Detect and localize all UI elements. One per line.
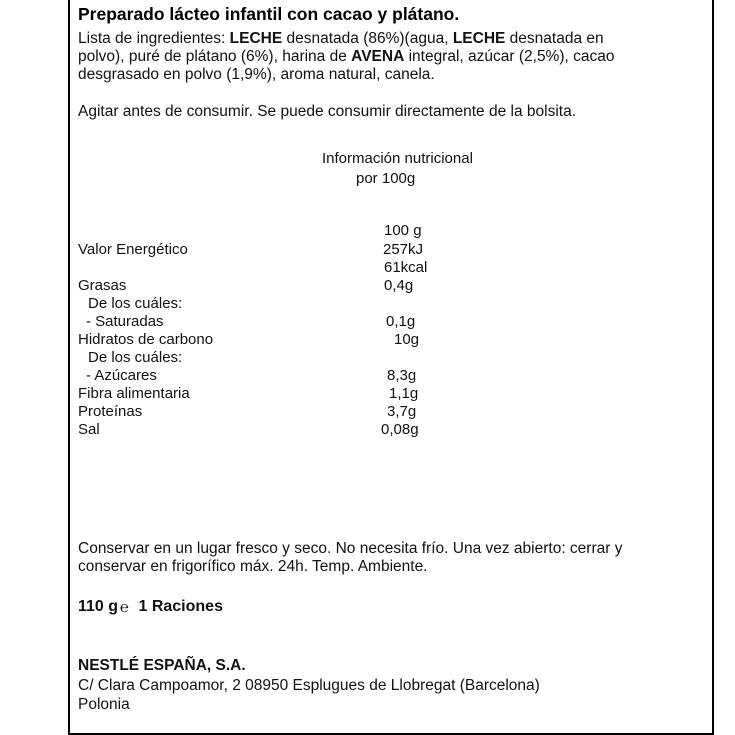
product-title: Preparado lácteo infantil con cacao y plátano. [78, 4, 460, 24]
nutrient-value: 10g [394, 331, 420, 348]
nutrient-label: Grasas [78, 277, 127, 294]
net-weight: 110 g [78, 598, 119, 615]
nutrition-column-header: 100 g [384, 222, 422, 239]
ingredient-text: desnatada (86%)(agua, [282, 30, 453, 47]
storage-instructions: Conservar en un lugar fresco y seco. No necesita frío. Una vez abierto: cerrar y conservar en frigorífico máx. 24h. Temp. Ambiente. [78, 540, 623, 575]
estimated-sign-icon: ℮ [120, 599, 130, 616]
nutrient-label: Valor Energético [78, 241, 188, 258]
country-of-origin: Polonia [78, 696, 130, 713]
nutrient-value: 61kcal [384, 259, 428, 276]
nutrition-subheading: por 100g [356, 170, 416, 187]
nutrient-label: Hidratos de carbono [78, 331, 214, 348]
allergen-highlight: AVENA [351, 48, 405, 65]
ingredient-text: Lista de ingredientes: [78, 30, 230, 47]
nutrient-label: Proteínas [78, 403, 143, 420]
nutrient-value: 0,08g [381, 421, 419, 438]
nutrient-label: De los cuáles: [88, 349, 183, 366]
nutrient-value: 0,4g [384, 277, 414, 294]
nutrient-label: Fibra alimentaria [78, 385, 190, 402]
nutrient-value: 1,1g [389, 385, 419, 402]
nutrient-value: 3,7g [387, 403, 417, 420]
nutrient-value: 8,3g [387, 367, 417, 384]
allergen-highlight: LECHE [452, 30, 506, 47]
company-address: C/ Clara Campoamor, 2 08950 Esplugues de Llobregat (Barcelona) [78, 677, 540, 694]
nutrient-value: 257kJ [383, 241, 424, 258]
nutrient-label: - Azúcares [86, 367, 157, 384]
ingredient-text: desnatada en polvo), puré de plátano (6%), harina de [78, 30, 604, 65]
net-quantity [78, 598, 223, 616]
nutrient-label: De los cuáles: [88, 295, 183, 312]
ingredient-text: integral, azúcar (2,5%), cacao desgrasado en polvo (1,9%), aroma natural, canela. [78, 48, 615, 83]
ingredients-list [78, 30, 633, 84]
nutrient-label: - Saturadas [86, 313, 164, 330]
nutrient-label: Sal [78, 421, 100, 438]
allergen-highlight: LECHE [229, 30, 283, 47]
company-name: NESTLÉ ESPAÑA, S.A. [78, 657, 246, 674]
usage-instructions: Agitar antes de consumir. Se puede consumir directamente de la bolsita. [78, 103, 576, 120]
nutrient-value: 0,1g [386, 313, 416, 330]
nutrition-heading: Información nutricional [322, 150, 473, 167]
servings: 1 Raciones [138, 598, 223, 615]
